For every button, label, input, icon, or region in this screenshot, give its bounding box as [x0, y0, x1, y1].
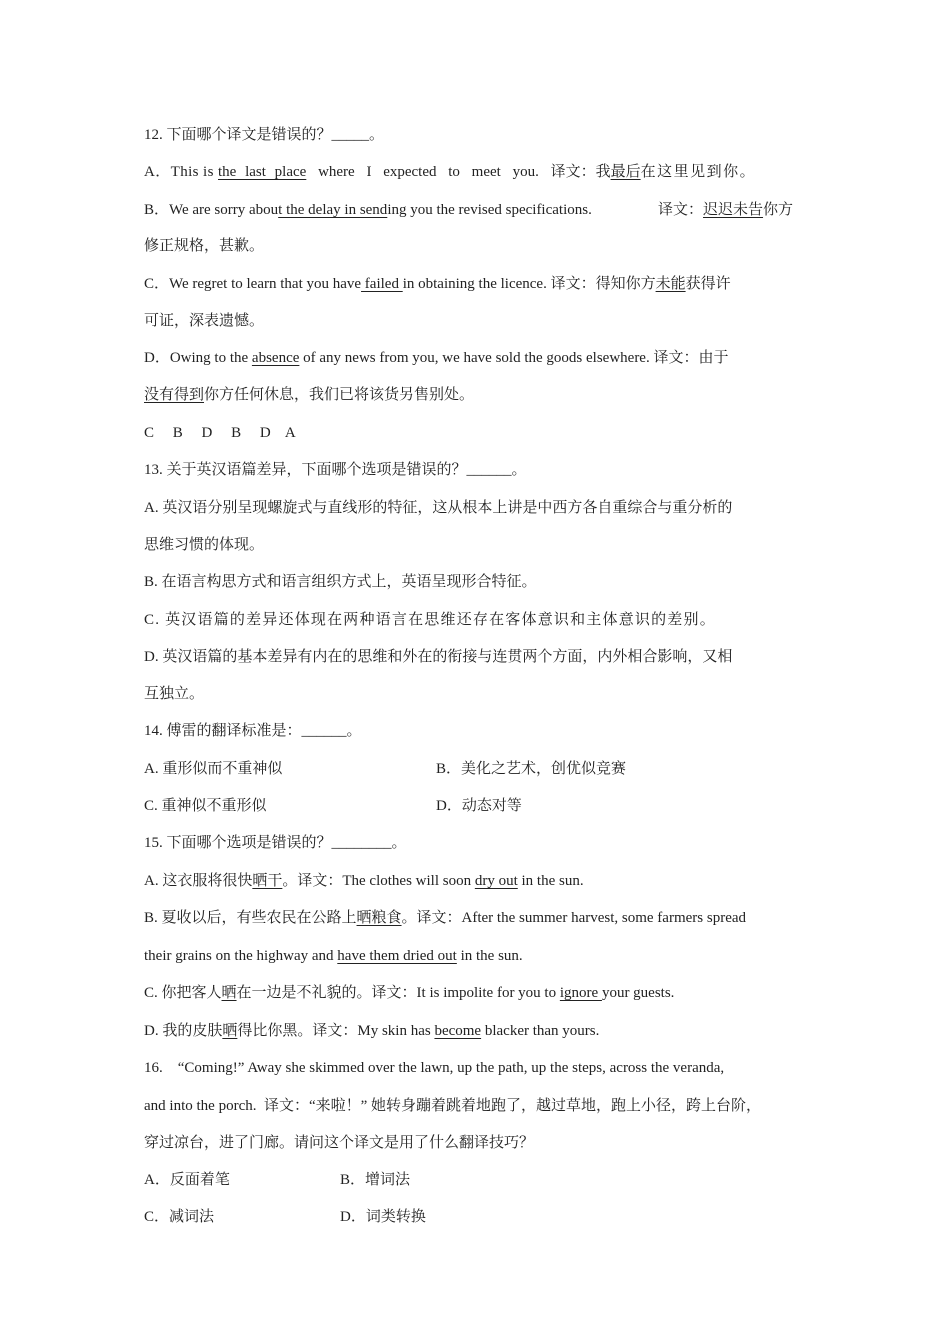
q15-option-a — [144, 871, 808, 891]
q15-c-underline-1: 晒 — [221, 985, 237, 1001]
q15-d-text-2: 得比你黑。译文：My skin has — [237, 1023, 435, 1039]
q15-d-text-1: D. 我的皮肤 — [144, 1023, 223, 1039]
q16-continuation-2: 穿过凉台，进了门廊。请问这个译文是用了什么翻译技巧？ — [144, 1135, 535, 1151]
q15-d-underline-1: 晒 — [222, 1023, 238, 1039]
q15-a-underline-1: 晒干 — [252, 873, 283, 889]
q16-option-c: C．减词法 — [144, 1209, 215, 1225]
q13-stem: 13. 关于英汉语篇差异，下面哪个选项是错误的？______。 — [144, 462, 527, 478]
q12-b-text-3: 你方 — [763, 202, 794, 218]
q14-stem: 14. 傅雷的翻译标准是：______。 — [144, 723, 362, 739]
q12-a-underline-1: the last place — [218, 164, 307, 180]
q14-option-d: D．动态对等 — [436, 798, 522, 814]
q12-b-label: 译文： — [658, 202, 704, 218]
q14-option-a: A. 重形似而不重神似 — [144, 761, 283, 777]
q15-c-text-2: 在一边是不礼貌的。译文：It is impolite for you to — [236, 985, 560, 1001]
q12-c-text-2: in obtaining the licence. 译文：得知你方 — [402, 276, 656, 292]
q14-option-b: B．美化之艺术，创优似竞赛 — [436, 761, 627, 777]
q12-d-underline-1: absence — [251, 350, 300, 366]
q13-option-b: B. 在语言构思方式和语言组织方式上，英语呈现形合特征。 — [144, 574, 537, 590]
q15-b-underline-2: have them dried out — [337, 948, 457, 964]
q13-option-a: A. 英汉语分别呈现螺旋式与直线形的特征，这从根本上讲是中西方各自重综合与重分析的 — [144, 500, 733, 516]
q12-c-text-3: 获得许 — [685, 276, 731, 292]
q15-option-d — [144, 1021, 808, 1041]
q12-d-text-3: 你方任何休息，我们已将该货另售别处。 — [204, 387, 475, 403]
q15-b-text-2: 。译文：After the summer harvest, some farmers spread — [401, 910, 747, 926]
q15-a-text-1: A. 这衣服将很快 — [144, 873, 253, 889]
q12-d-text-1: D．Owing to the — [144, 350, 252, 366]
q12-b-continuation: 修正规格，甚歉。 — [144, 238, 265, 254]
q12-b-underline-1: t the delay in send — [278, 202, 388, 218]
q15-b-text-3: their grains on the highway and — [144, 948, 338, 964]
q15-a-text-3: in the sun. — [517, 873, 584, 889]
q15-b-text-4: in the sun. — [456, 948, 523, 964]
q12-c-underline-1: failed — [361, 276, 403, 292]
q16-row-2 — [144, 1207, 808, 1227]
q13-a-continuation: 思维习惯的体现。 — [144, 537, 265, 553]
q12-d-underline-2: 没有得到 — [144, 387, 205, 403]
q12-d-text-2: of any news from you, we have sold the goods elsewhere. 译文：由于 — [299, 350, 729, 366]
q12-a-text-3: 在这里见到你。 — [640, 164, 757, 180]
q16-stem: 16. “Coming!” Away she skimmed over the lawn, up the path, up the steps, across the veranda, — [144, 1060, 725, 1076]
q15-b-underline-1: 晒粮食 — [356, 910, 402, 926]
q12-stem: 12. 下面哪个译文是错误的？_____。 — [144, 127, 385, 143]
q14-row-1 — [144, 759, 808, 779]
q15-a-text-2: 。译文：The clothes will soon — [282, 873, 475, 889]
q12-option-b — [144, 200, 808, 220]
q13-d-continuation: 互独立。 — [144, 686, 205, 702]
q16-option-a: A．反面着笔 — [144, 1172, 230, 1188]
q14-row-2 — [144, 796, 808, 816]
q12-a-text-2: where I expected to meet you. 译文：我 — [306, 164, 611, 180]
q12-option-d — [144, 348, 808, 368]
q12-a-underline-2: 最后 — [610, 164, 641, 180]
q15-stem: 15. 下面哪个选项是错误的？________。 — [144, 835, 407, 851]
q12-a-text-1: A．This is — [144, 164, 219, 180]
q13-option-d: D. 英汉语篇的基本差异有内在的思维和外在的衔接与连贯两个方面，内外相合影响，又相 — [144, 649, 733, 665]
q15-a-underline-2: dry out — [474, 873, 518, 889]
q16-option-d: D．词类转换 — [340, 1209, 426, 1225]
q12-option-a — [144, 162, 808, 182]
answer-key: C B D B D A — [144, 425, 296, 441]
q12-b-text-2: ing you the revised specifications. — [387, 202, 592, 218]
q16-continuation-1: and into the porch. 译文：“来啦！” 她转身蹦着跳着地跑了，越过草地，跑上小径，跨上台阶， — [144, 1098, 762, 1114]
q15-option-b — [144, 908, 808, 928]
q12-option-c — [144, 274, 808, 294]
q15-d-text-3: blacker than yours. — [481, 1023, 600, 1039]
q15-b-continuation — [144, 946, 808, 966]
q12-b-underline-2: 迟迟未告 — [703, 202, 764, 218]
q15-c-underline-2: ignore — [559, 985, 602, 1001]
q15-option-c — [144, 983, 808, 1003]
q12-c-text-1: C．We regret to learn that you have — [144, 276, 362, 292]
q15-c-text-3: your guests. — [601, 985, 675, 1001]
q15-d-underline-2: become — [434, 1023, 482, 1039]
q15-c-text-1: C. 你把客人 — [144, 985, 222, 1001]
q12-c-continuation: 可证，深表遗憾。 — [144, 313, 265, 329]
q12-b-translation — [658, 200, 793, 220]
q12-d-continuation — [144, 385, 808, 405]
q16-row-1 — [144, 1170, 808, 1190]
q12-c-underline-2: 未能 — [655, 276, 686, 292]
q16-option-b: B．增词法 — [340, 1172, 411, 1188]
q12-b-text-1: B．We are sorry abou — [144, 202, 279, 218]
q15-b-text-1: B. 夏收以后，有些农民在公路上 — [144, 910, 357, 926]
q14-option-c: C. 重神似不重形似 — [144, 798, 267, 814]
q13-option-c: C. 英汉语篇的差异还体现在两种语言在思维还存在客体意识和主体意识的差别。 — [144, 612, 716, 628]
